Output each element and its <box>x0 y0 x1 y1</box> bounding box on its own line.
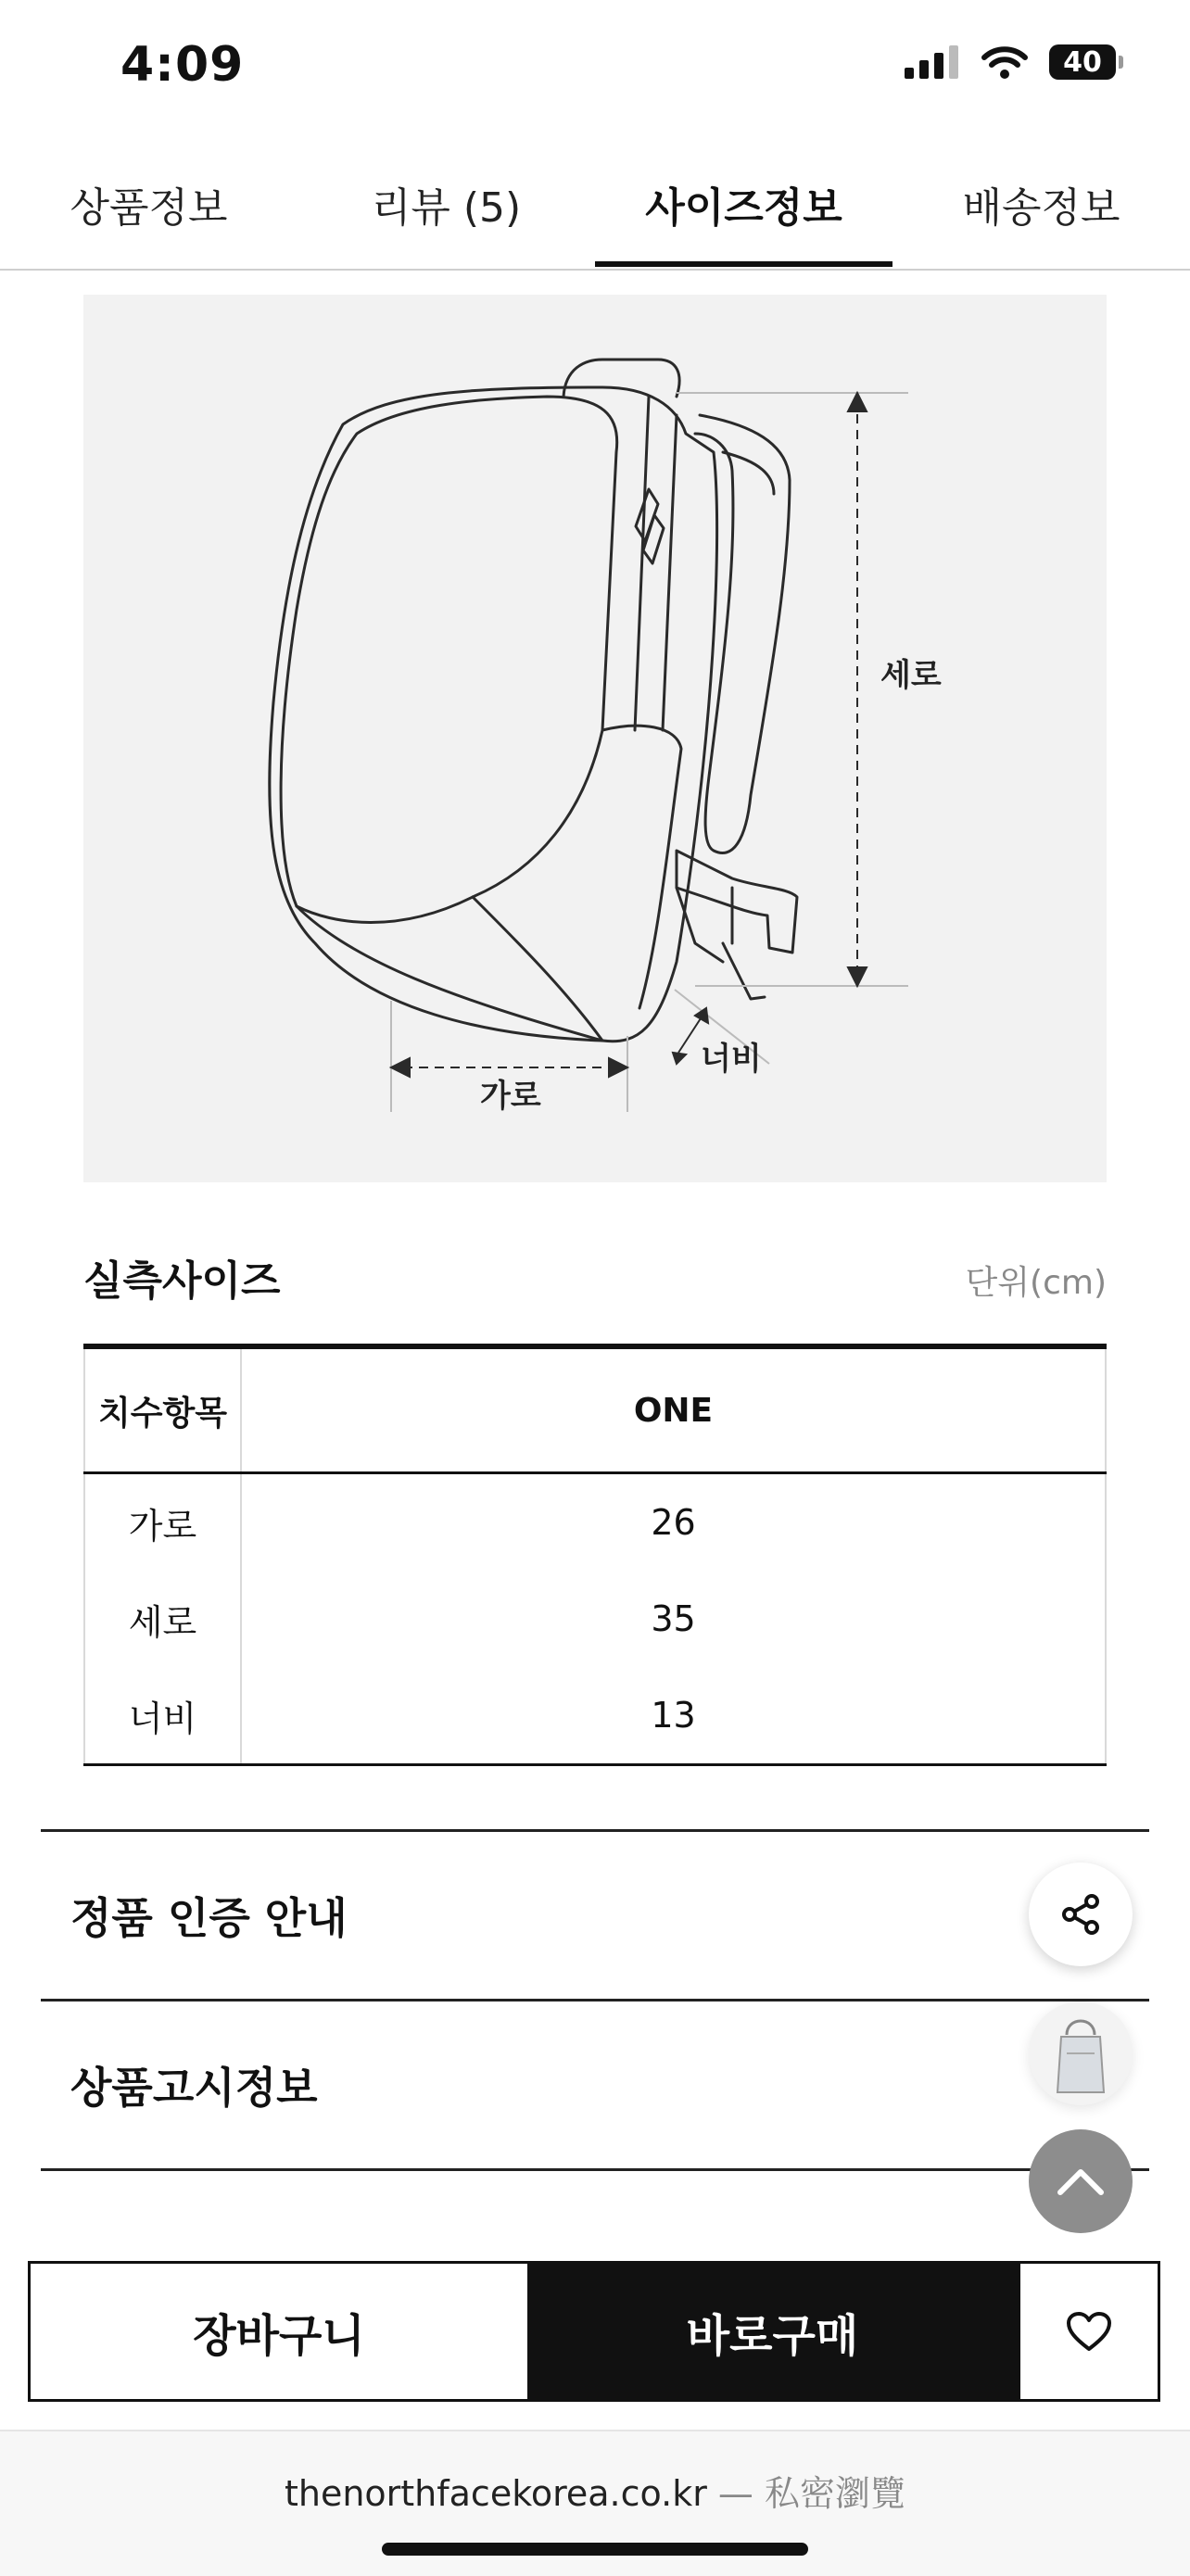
browser-url <box>0 2465 1190 2516</box>
row-value: 26 <box>241 1473 1106 1572</box>
dimension-label-depth: 너비 <box>701 1041 762 1078</box>
active-tab-indicator <box>595 261 892 267</box>
tab-product-info[interactable]: 상품정보 <box>70 184 228 232</box>
accordion-divider <box>41 2168 1149 2171</box>
browser-separator: — <box>717 2473 753 2514</box>
dimension-label-height: 세로 <box>880 657 942 694</box>
cellular-signal-icon <box>905 45 960 79</box>
accordion-label: 상품고시정보 <box>70 2063 318 2113</box>
status-icons <box>905 44 1116 80</box>
size-unit-label: 단위(cm) <box>965 1264 1107 1302</box>
heart-icon <box>1065 2310 1113 2353</box>
browser-address-bar[interactable] <box>0 2430 1190 2576</box>
table-row <box>84 1473 1106 1572</box>
accordion-label: 정품 인증 안내 <box>70 1893 348 1943</box>
backpack-illustration <box>270 360 797 1042</box>
row-item: 가로 <box>84 1473 241 1572</box>
size-table-header <box>84 1346 1106 1473</box>
header-size: ONE <box>241 1346 1106 1473</box>
tab-reviews[interactable]: 리뷰 (5) <box>371 184 522 232</box>
chevron-up-icon <box>1055 2163 1107 2200</box>
wishlist-button[interactable] <box>1018 2264 1158 2399</box>
accordion-authenticity[interactable] <box>41 1829 1149 1999</box>
size-diagram <box>83 295 1107 1182</box>
table-row <box>84 1571 1106 1667</box>
tab-shipping-info[interactable]: 배송정보 <box>962 184 1120 232</box>
tab-size-info[interactable]: 사이즈정보 <box>645 184 842 232</box>
browser-domain: thenorthfacekorea.co.kr <box>284 2473 707 2514</box>
dimension-label-width: 가로 <box>480 1078 541 1115</box>
share-button[interactable] <box>1029 1863 1133 1966</box>
product-tabs <box>0 139 1190 271</box>
add-to-cart-button[interactable]: 장바구니 <box>31 2264 527 2399</box>
table-row <box>84 1667 1106 1765</box>
size-table <box>83 1344 1107 1766</box>
private-browsing-label: 私密瀏覽 <box>765 2473 906 2514</box>
scroll-to-top-button[interactable] <box>1029 2129 1133 2233</box>
bag-thumbnail-image <box>1048 2007 1113 2100</box>
row-item: 너비 <box>84 1667 241 1765</box>
backpack-diagram <box>83 295 1107 1182</box>
status-time: 4:09 <box>120 37 245 93</box>
share-icon <box>1058 1892 1103 1937</box>
size-section-title: 실측사이즈 <box>83 1257 281 1305</box>
purchase-action-bar <box>28 2261 1160 2402</box>
home-indicator[interactable] <box>382 2543 808 2556</box>
wifi-icon <box>981 44 1029 80</box>
accordion-product-notice[interactable] <box>41 1999 1149 2168</box>
row-value: 35 <box>241 1571 1106 1667</box>
row-value: 13 <box>241 1667 1106 1765</box>
row-item: 세로 <box>84 1571 241 1667</box>
buy-now-button[interactable]: 바로구매 <box>527 2264 1018 2399</box>
header-item: 치수항목 <box>84 1346 241 1473</box>
recent-product-thumbnail[interactable] <box>1029 2001 1133 2105</box>
battery-level: 40 <box>1063 45 1102 79</box>
battery-icon <box>1049 44 1116 80</box>
